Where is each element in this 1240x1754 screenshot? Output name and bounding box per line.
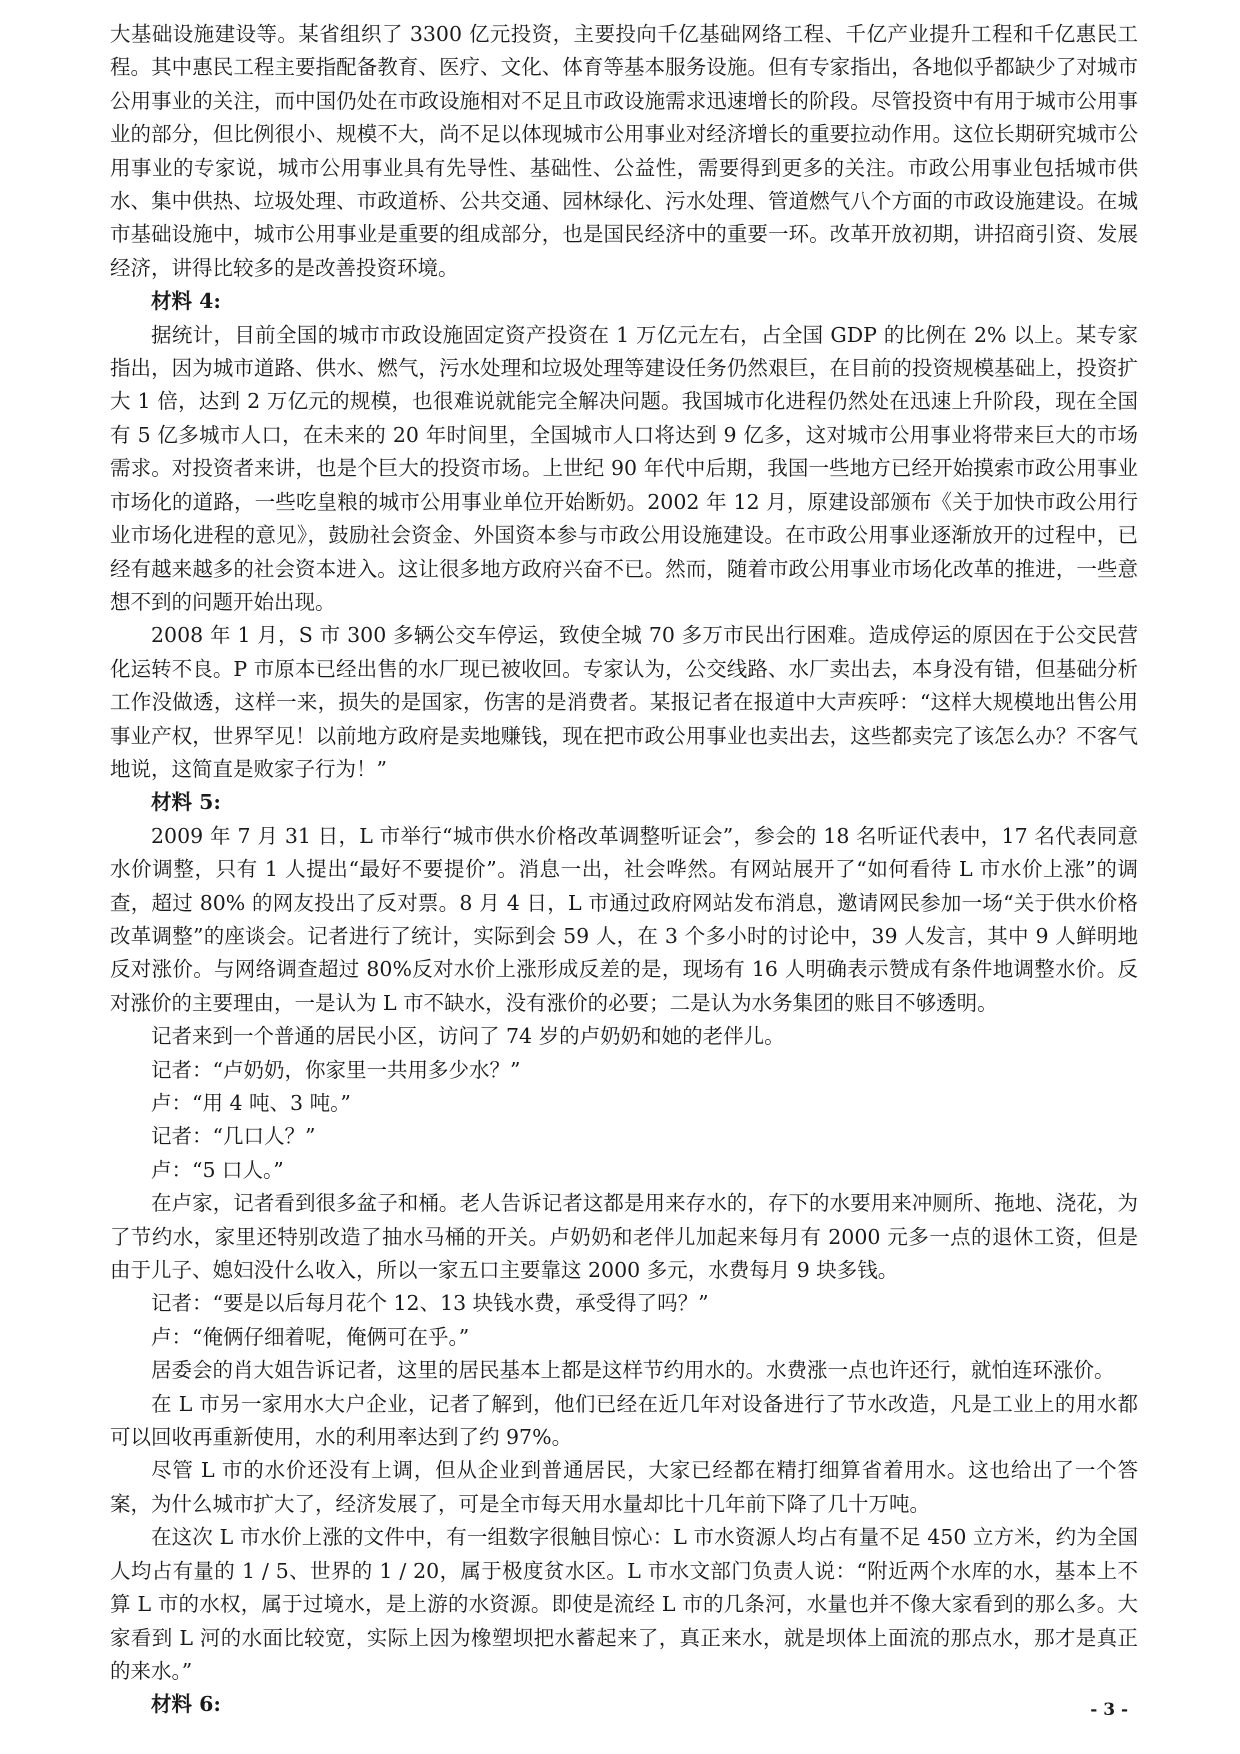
paragraph: 在这次 L 市水价上涨的文件中，有一组数字很触目惊心：L 市水资源人均占有量不足 450 立方米，约为全国人均占有量的 1 / 5、世界的 1 / 20，属于极度贫水区。L 市水文部门负责人说：“附近两个水库的水，基本上不算 L 市的水权，属于过境水，是上游的水资源。即使是流经 L 市的几条河，水量也并不像大家看到的那么多。大家看到 L 河的水面比较宽，实际上因为橡塑坝把水蓄起来了，真正来水，就是坝体上面流的那点水，那才是真正的来水。”: [110, 1525, 1138, 1683]
section-heading: 材料 5:: [151, 790, 221, 815]
paragraph: 记者来到一个普通的居民小区，访问了 74 岁的卢奶奶和她的老伴儿。: [151, 1024, 785, 1049]
section-heading: 材料 4:: [151, 289, 221, 314]
dialogue-line: 记者：“卢奶奶，你家里一共用多少水？”: [151, 1057, 521, 1082]
paragraph: 尽管 L 市的水价还没有上调，但从企业到普通居民，大家已经都在精打细算省着用水。这也给出了一个答案，为什么城市扩大了，经济发展了，可是全市每天用水量却比十几年前下降了几十万吨。: [110, 1458, 1138, 1516]
paragraph: 在卢家，记者看到很多盆子和桶。老人告诉记者这都是用来存水的，存下的水要用来冲厕所、拖地、浇花，为了节约水，家里还特别改造了抽水马桶的开关。卢奶奶和老伴儿加起来每月有 2000 元多一点的退休工资，但是由于儿子、媳妇没什么收入，所以一家五口主要靠这 2000 多元，水费每月 9 块多钱。: [110, 1191, 1138, 1283]
paragraph: 居委会的肖大姐告诉记者，这里的居民基本上都是这样节约用水的。水费涨一点也许还行，就怕连环涨价。: [151, 1358, 1115, 1383]
dialogue-line: 记者：“几口人？”: [151, 1124, 316, 1149]
paragraph: 在 L 市另一家用水大户企业，记者了解到，他们已经在近几年对设备进行了节水改造，凡是工业上的用水都可以回收再重新使用，水的利用率达到了约 97%。: [110, 1391, 1138, 1450]
section-heading: 材料 6:: [151, 1692, 221, 1717]
page-number: - 3 -: [1090, 1700, 1128, 1720]
paragraph: 大基础设施建设等。某省组织了 3300 亿元投资，主要投向千亿基础网络工程、千亿产业提升工程和千亿惠民工程。其中惠民工程主要指配备教育、医疗、文化、体育等基本服务设施。但有专家指出，各地似乎都缺少了对城市公用事业的关注，而中国仍处在市政设施相对不足且市政设施需求迅速增长的阶段。尽管投资中有用于城市公用事业的部分，但比例很小、规模不大，尚不足以体现城市公用事业对经济增长的重要拉动作用。这位长期研究城市公用事业的专家说，城市公用事业具有先导性、基础性、公益性，需要得到更多的关注。市政公用事业包括城市供水、集中供热、垃圾处理、市政道桥、公共交通、园林绿化、污水处理、管道燃气八个方面的市政设施建设。在城市基础设施中，城市公用事业是重要的组成部分，也是国民经济中的重要一环。改革开放初期，讲招商引资、发展经济，讲得比较多的是改善投资环境。: [110, 22, 1138, 280]
dialogue-line: 卢：“俺俩仔细着呢，俺俩可在乎。”: [151, 1324, 470, 1349]
document-body: [110, 18, 1138, 1722]
dialogue-line: 记者：“要是以后每月花个 12、13 块钱水费，承受得了吗？”: [151, 1291, 709, 1316]
dialogue-line: 卢：“用 4 吨、3 吨。”: [151, 1091, 351, 1115]
dialogue-line: 卢：“5 口人。”: [151, 1157, 284, 1182]
paragraph: 据统计，目前全国的城市市政设施固定资产投资在 1 万亿元左右，占全国 GDP 的比例在 2% 以上。某专家指出，因为城市道路、供水、燃气，污水处理和垃圾处理等建设任务仍然艰巨，在目前的投资规模基础上，投资扩大 1 倍，达到 2 万亿元的规模，也很难说就能完全解决问题。我国城市化进程仍然处在迅速上升阶段，现在全国有 5 亿多城市人口，在未来的 20 年时间里，全国城市人口将达到 9 亿多，这对城市公用事业将带来巨大的市场需求。对投资者来讲，也是个巨大的投资市场。上世纪 90 年代中后期，我国一些地方已经开始摸索市政公用事业市场化的道路，一些吃皇粮的城市公用事业单位开始断奶。2002 年 12 月，原建设部颁布《关于加快市政公用行业市场化进程的意见》，鼓励社会资金、外国资本参与市政公用设施建设。在市政公用事业逐渐放开的过程中，已经有越来越多的社会资本进入。这让很多地方政府兴奋不已。然而，随着市政公用事业市场化改革的推进，一些意想不到的问题开始出现。: [110, 322, 1138, 614]
paragraph: 2009 年 7 月 31 日，L 市举行“城市供水价格改革调整听证会”，参会的 18 名听证代表中，17 名代表同意水价调整，只有 1 人提出“最好不要提价”。消息一出，社会哗然。有网站展开了“如何看待 L 市水价上涨”的调查，超过 80% 的网友投出了反对票。8 月 4 日，L 市通过政府网站发布消息，邀请网民参加一场“关于供水价格改革调整”的座谈会。记者进行了统计，实际到会 59 人，在 3 个多小时的讨论中，39 人发言，其中 9 人鲜明地反对涨价。与网络调查超过 80%反对水价上涨形成反差的是，现场有 16 人明确表示赞成有条件地调整水价。反对涨价的主要理由，一是认为 L 市不缺水，没有涨价的必要；二是认为水务集团的账目不够透明。: [110, 823, 1138, 1015]
paragraph: 2008 年 1 月，S 市 300 多辆公交车停运，致使全城 70 多万市民出行困难。造成停运的原因在于公交民营化运转不良。P 市原本已经出售的水厂现已被收回。专家认为，公交线路、水厂卖出去，本身没有错，但基础分析工作没做透，这样一来，损失的是国家，伤害的是消费者。某报记者在报道中大声疾呼：“这样大规模地出售公用事业产权，世界罕见！以前地方政府是卖地赚钱，现在把市政公用事业也卖出去，这些都卖完了该怎么办？不客气地说，这简直是败家子行为！”: [110, 623, 1138, 781]
